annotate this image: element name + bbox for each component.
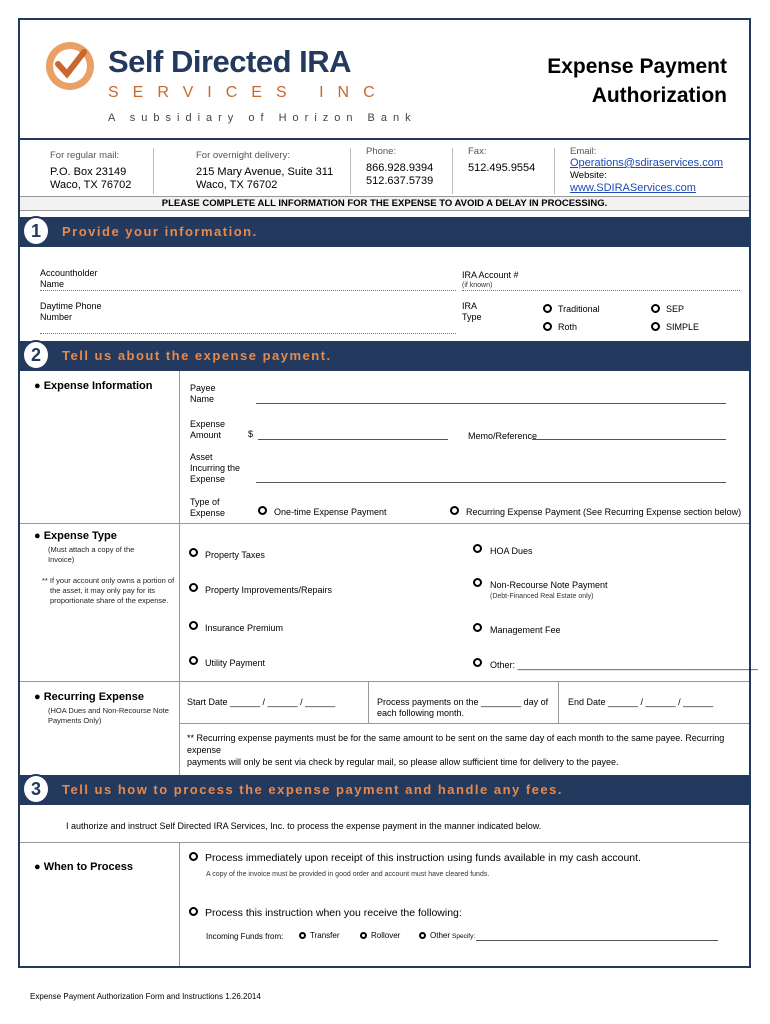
contact-separator xyxy=(350,148,351,194)
expense-type-heading: ● Expense Type xyxy=(34,530,117,542)
portion-note-line2: the asset, it may only pay for its xyxy=(50,586,156,595)
expense-type-note xyxy=(48,545,134,565)
non-recourse-note: (Debt-Financed Real Estate only) xyxy=(490,593,594,600)
asset-label-line3: Expense xyxy=(190,474,226,484)
ira-type-label-line2: Type xyxy=(462,312,482,322)
document-title-line1: Expense Payment xyxy=(547,55,727,78)
asset-label-line1: Asset xyxy=(190,452,213,462)
daytime-phone-label xyxy=(40,301,102,323)
section-2-number: 2 xyxy=(22,340,50,370)
accountholder-label xyxy=(40,268,98,290)
section-1-bar xyxy=(20,217,749,247)
one-time-expense-label: One-time Expense Payment xyxy=(274,507,387,517)
asset-field[interactable] xyxy=(256,482,726,483)
overnight-line2: Waco, TX 76702 xyxy=(196,178,278,191)
daytime-phone-field[interactable] xyxy=(40,333,456,334)
payee-name-label xyxy=(190,383,216,405)
recurring-expense-radio[interactable] xyxy=(450,506,459,515)
row-divider xyxy=(20,523,749,524)
section-1-title: Provide your information. xyxy=(62,224,258,239)
section-3-bar xyxy=(20,775,749,805)
portion-note-line1: ** If your account only owns a portion of xyxy=(42,576,175,585)
ira-type-label xyxy=(462,301,482,323)
ira-type-sep-label: SEP xyxy=(666,304,685,314)
section-3-column-divider xyxy=(179,842,180,966)
mail-label: For regular mail: xyxy=(50,150,120,161)
section-3-title: Tell us how to process the expense payment and handle any fees. xyxy=(62,782,563,797)
row-divider xyxy=(20,842,749,843)
document-title xyxy=(547,52,727,110)
form-frame xyxy=(18,18,758,968)
utility-payment-radio[interactable] xyxy=(189,656,198,665)
other-expense-radio[interactable] xyxy=(473,658,482,667)
hoa-dues-label: HOA Dues xyxy=(490,546,533,556)
completion-notice: PLEASE COMPLETE ALL INFORMATION FOR THE EXPENSE TO AVOID A DELAY IN PROCESSING. xyxy=(20,196,749,211)
incoming-other-label: Other xyxy=(430,931,451,940)
phone-label: Phone: xyxy=(366,146,397,157)
contact-phone xyxy=(366,146,433,187)
overnight-line1: 215 Mary Avenue, Suite 311 xyxy=(196,166,334,178)
property-taxes-radio[interactable] xyxy=(189,548,198,557)
header-rule xyxy=(20,138,749,140)
website-link[interactable]: www.SDIRAServices.com xyxy=(570,182,696,194)
contact-separator xyxy=(452,148,453,194)
insurance-premium-radio[interactable] xyxy=(189,621,198,630)
start-date-field[interactable]: Start Date ______ / ______ / ______ xyxy=(187,697,336,707)
daytime-phone-label-line2: Number xyxy=(40,312,73,322)
memo-reference-label: Memo/Reference xyxy=(468,431,538,441)
process-day-line2: each following month. xyxy=(377,708,465,718)
management-fee-label: Management Fee xyxy=(490,625,561,635)
incoming-other-radio[interactable] xyxy=(419,932,426,939)
ira-type-label-line1: IRA xyxy=(462,301,478,311)
contact-email xyxy=(570,146,723,195)
property-improvements-radio[interactable] xyxy=(189,583,198,592)
recurring-note-line2: Payments Only) xyxy=(48,716,102,725)
ira-type-roth-label: Roth xyxy=(558,322,578,332)
incoming-rollover-label: Rollover xyxy=(371,931,401,940)
ira-type-traditional-radio[interactable] xyxy=(543,304,552,313)
property-improvements-label: Property Improvements/Repairs xyxy=(205,585,333,595)
when-to-process-heading: ● When to Process xyxy=(34,861,133,873)
non-recourse-label: Non-Recourse Note Payment xyxy=(490,580,608,590)
contact-overnight xyxy=(196,150,333,191)
expense-type-note-line2: Invoice) xyxy=(48,555,75,564)
contact-fax xyxy=(468,146,535,175)
section-1-number: 1 xyxy=(22,216,50,246)
process-immediately-note: A copy of the invoice must be provided in good order and account must have cleared funds. xyxy=(206,871,490,878)
expense-amount-label xyxy=(190,419,225,441)
overnight-label: For overnight delivery: xyxy=(196,150,290,161)
type-of-expense-label xyxy=(190,497,225,519)
phone-line2: 512.637.5739 xyxy=(366,174,434,187)
logo-title: Self Directed IRA xyxy=(108,44,352,79)
process-day-field[interactable] xyxy=(377,697,548,719)
process-immediately-label: Process immediately upon receipt of this instruction using funds available in my cash account. xyxy=(205,852,641,864)
logo-services: SERVICES INC xyxy=(108,84,389,101)
non-recourse-radio[interactable] xyxy=(473,578,482,587)
section-2-bar xyxy=(20,341,749,371)
email-link[interactable]: Operations@sdiraservices.com xyxy=(570,157,723,169)
ira-account-field[interactable] xyxy=(462,290,740,291)
fax-label: Fax: xyxy=(468,146,487,157)
contact-separator xyxy=(554,148,555,194)
type-of-expense-label-line1: Type of xyxy=(190,497,220,507)
recurring-rule-note xyxy=(187,732,749,768)
asset-label xyxy=(190,452,240,485)
process-immediately-radio[interactable] xyxy=(189,852,198,861)
section-2-title: Tell us about the expense payment. xyxy=(62,348,332,363)
hoa-dues-radio[interactable] xyxy=(473,544,482,553)
other-expense-label: Other: ________________________________________________ xyxy=(490,660,758,670)
row-divider xyxy=(179,723,749,724)
property-taxes-label: Property Taxes xyxy=(205,550,265,560)
portion-note-line3: proportionate share of the expense. xyxy=(50,596,169,605)
expense-amount-field[interactable] xyxy=(258,439,448,440)
payee-name-label-line1: Payee xyxy=(190,383,216,393)
recurring-expense-label: Recurring Expense Payment (See Recurring Expense section below) xyxy=(466,507,742,517)
process-on-receipt-label: Process this instruction when you receive the following: xyxy=(205,907,462,919)
ira-type-simple-radio[interactable] xyxy=(651,322,660,331)
page-footer: Expense Payment Authorization Form and Instructions 1.26.2014 xyxy=(30,992,261,1001)
insurance-premium-label: Insurance Premium xyxy=(205,623,284,633)
one-time-expense-radio[interactable] xyxy=(258,506,267,515)
ira-type-traditional-label: Traditional xyxy=(558,304,600,314)
mail-line1: P.O. Box 23149 xyxy=(50,166,127,178)
contact-separator xyxy=(153,148,154,194)
asset-label-line2: Incurring the xyxy=(190,463,241,473)
row-divider xyxy=(20,681,749,682)
section-3-number: 3 xyxy=(22,774,50,804)
ira-type-roth-radio[interactable] xyxy=(543,322,552,331)
recurring-note-line1: (HOA Dues and Non-Recourse Note xyxy=(48,706,169,715)
ira-type-sep-radio[interactable] xyxy=(651,304,660,313)
management-fee-radio[interactable] xyxy=(473,623,482,632)
type-of-expense-label-line2: Expense xyxy=(190,508,226,518)
process-on-receipt-radio[interactable] xyxy=(189,907,198,916)
section-2-column-divider xyxy=(179,371,180,775)
logo-mark-icon xyxy=(44,40,96,92)
mail-line2: Waco, TX 76702 xyxy=(50,178,132,191)
document-title-line2: Authorization xyxy=(591,84,727,107)
recurring-expense-note xyxy=(48,706,169,726)
portion-ownership-note xyxy=(42,576,174,606)
expense-information-heading: ● Expense Information xyxy=(34,380,153,392)
ira-account-label: IRA Account # xyxy=(462,270,519,280)
incoming-funds-label: Incoming Funds from: xyxy=(206,932,284,941)
dollar-sign: $ xyxy=(248,429,254,439)
recurring-expense-heading: ● Recurring Expense xyxy=(34,691,144,703)
incoming-transfer-radio[interactable] xyxy=(299,932,306,939)
recurring-divider xyxy=(368,681,369,723)
expense-amount-label-line2: Amount xyxy=(190,430,222,440)
ira-type-simple-label: SIMPLE xyxy=(666,322,700,332)
phone-line1: 866.928.9394 xyxy=(366,162,434,174)
expense-amount-label-line1: Expense xyxy=(190,419,226,429)
expense-type-note-line1: (Must attach a copy of the xyxy=(48,545,135,554)
end-date-field[interactable]: End Date ______ / ______ / ______ xyxy=(568,697,714,707)
utility-payment-label: Utility Payment xyxy=(205,658,266,668)
website-label: Website: xyxy=(570,169,607,181)
accountholder-label-line2: Name xyxy=(40,279,65,289)
email-label: Email: xyxy=(570,146,597,157)
process-day-line1: Process payments on the ________ day of xyxy=(377,697,549,707)
payee-name-field[interactable] xyxy=(256,403,726,404)
ira-account-hint: (if known) xyxy=(462,282,493,289)
incoming-specify-label: Specify: xyxy=(452,933,476,940)
contact-mail xyxy=(50,150,131,191)
daytime-phone-label-line1: Daytime Phone xyxy=(40,301,102,311)
memo-reference-field[interactable] xyxy=(532,439,726,440)
authorization-statement: I authorize and instruct Self Directed IRA Services, Inc. to process the expense payment in the manner indicated below. xyxy=(66,821,542,831)
accountholder-name-field[interactable] xyxy=(40,290,456,291)
recurring-rule-line1: ** Recurring expense payments must be for the same amount to be sent on the same day of each month to the same payee. Recurring expense xyxy=(187,733,725,755)
logo-tagline: A subsidiary of Horizon Bank xyxy=(108,112,417,124)
incoming-rollover-radio[interactable] xyxy=(360,932,367,939)
incoming-transfer-label: Transfer xyxy=(310,931,340,940)
accountholder-label-line1: Accountholder xyxy=(40,268,98,278)
recurring-rule-line2: payments will only be sent via check by regular mail, so please allow sufficient time for delivery to the payee. xyxy=(187,757,619,767)
payee-name-label-line2: Name xyxy=(190,394,215,404)
recurring-divider xyxy=(558,681,559,723)
fax-value: 512.495.9554 xyxy=(468,162,536,174)
incoming-specify-field[interactable] xyxy=(476,940,718,941)
